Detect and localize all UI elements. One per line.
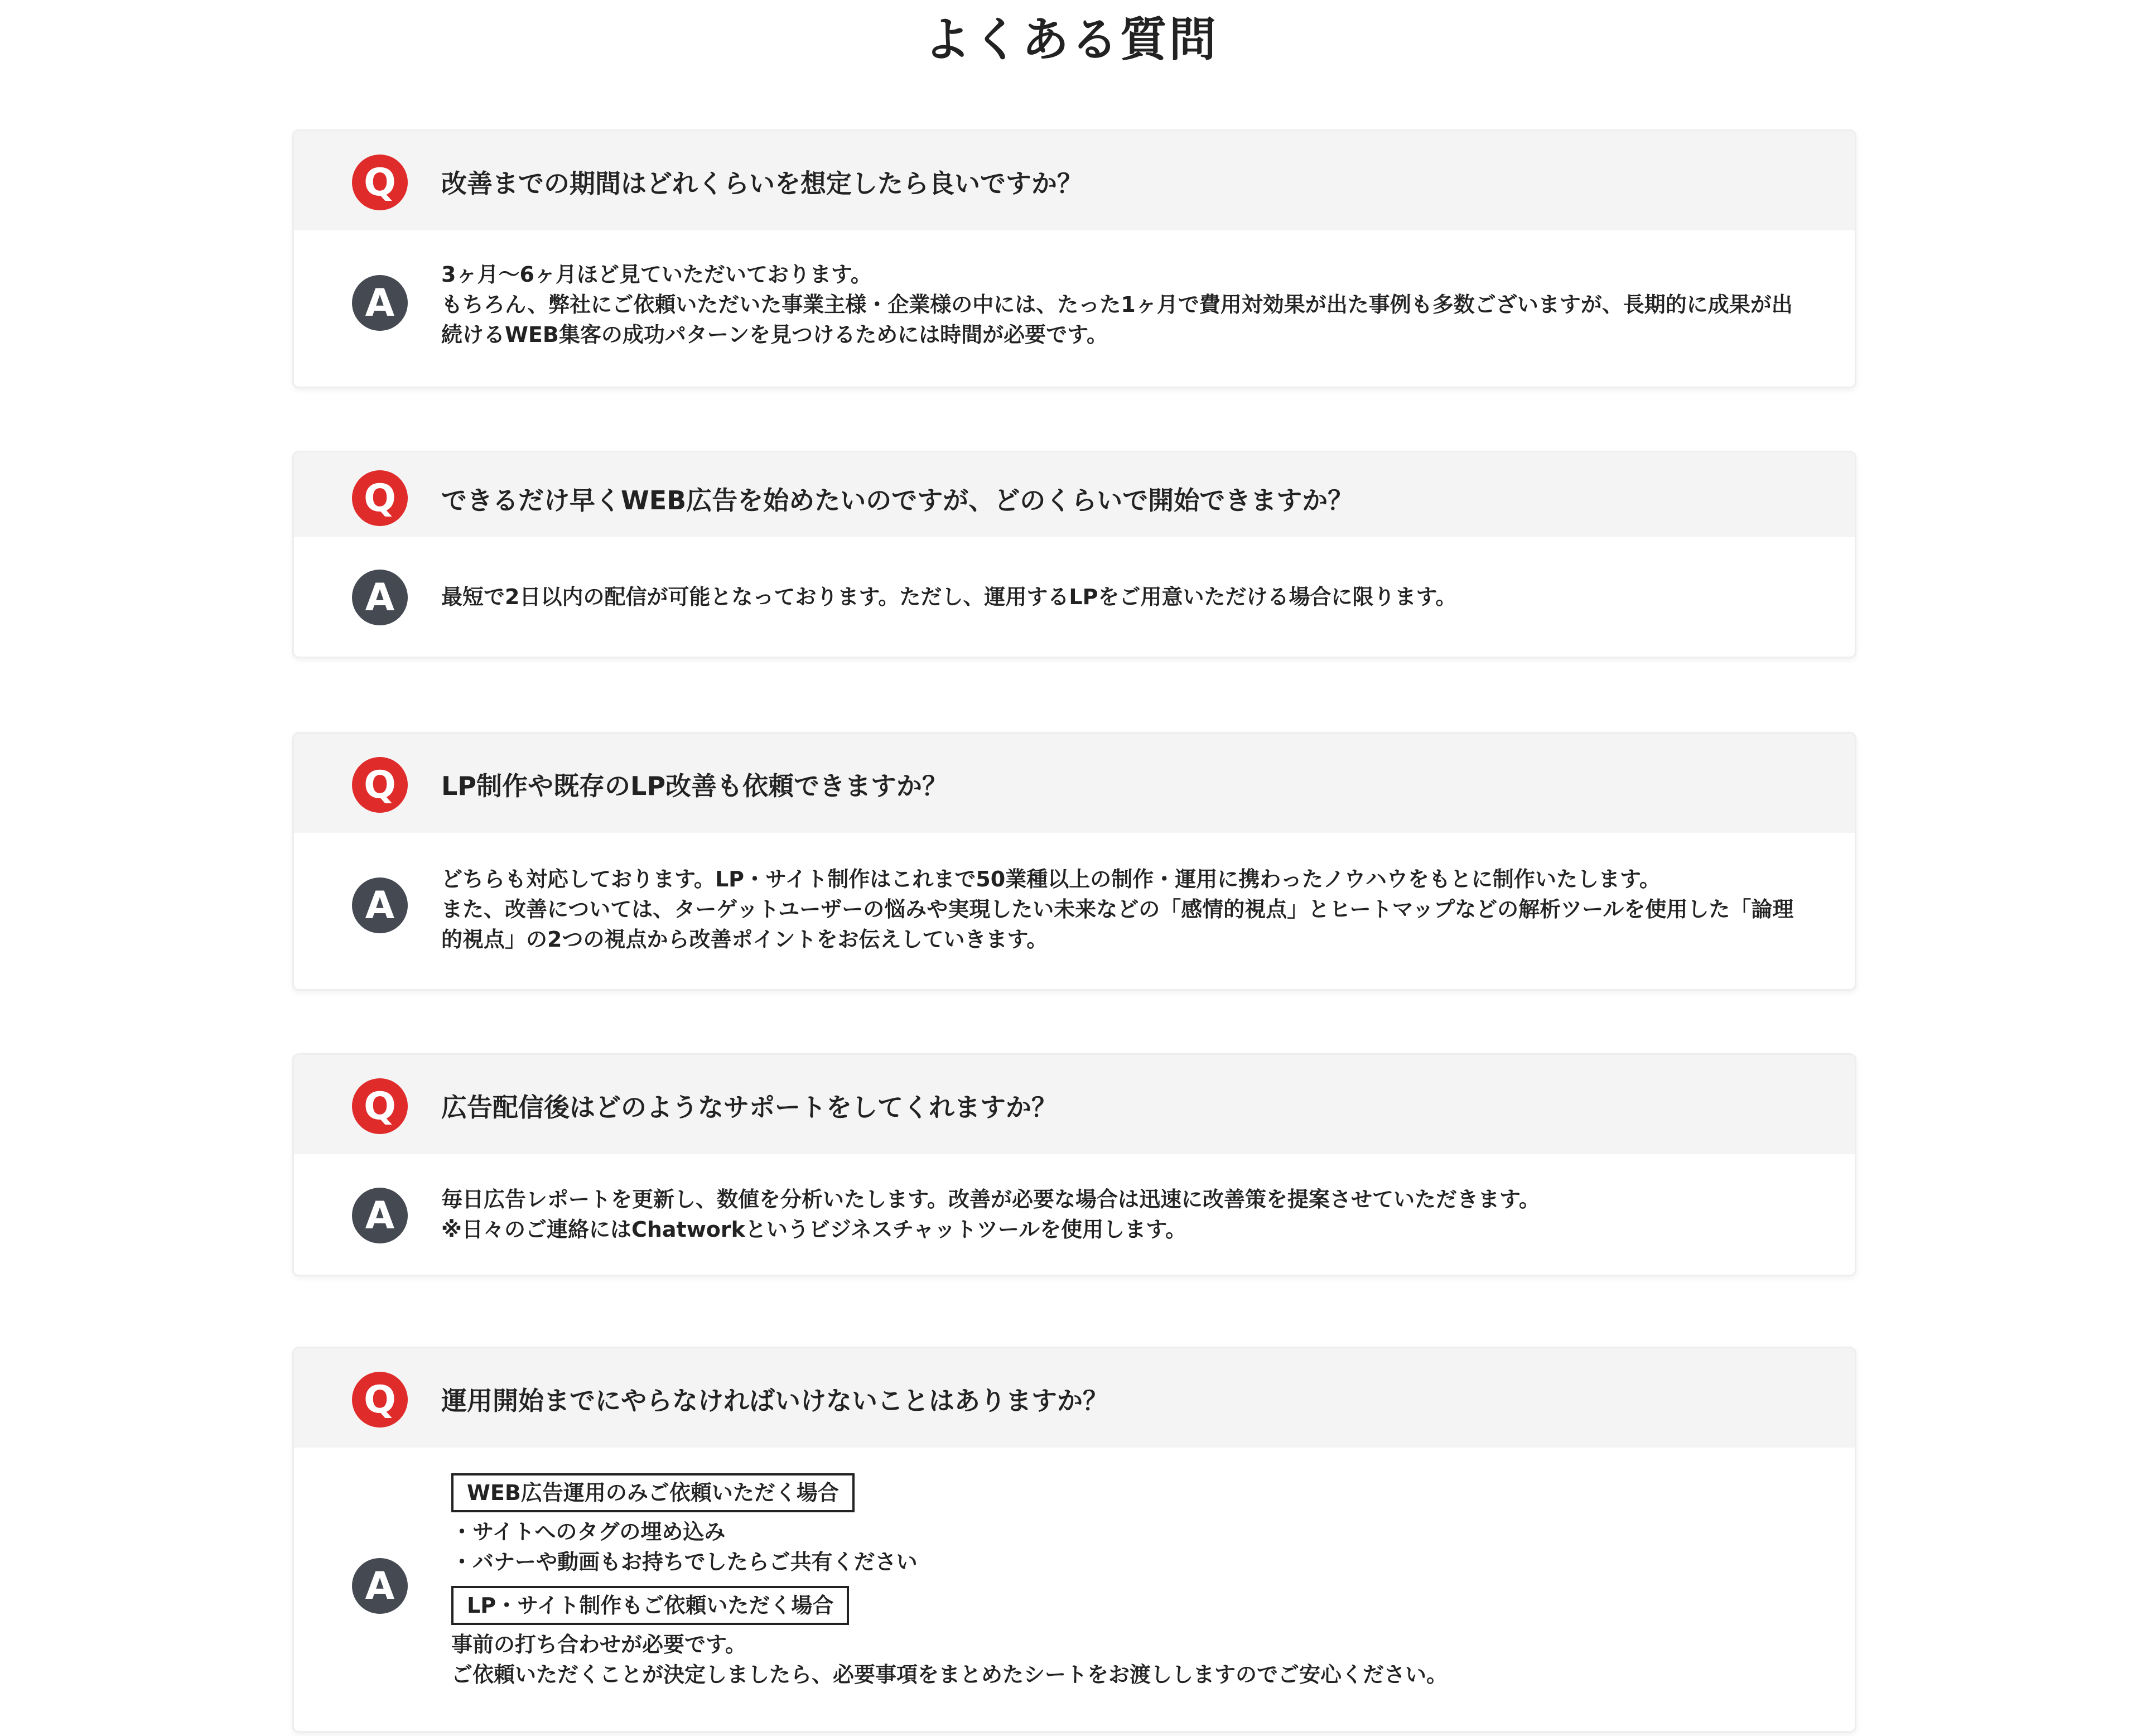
answer-text — [441, 864, 1799, 954]
faq-answer — [294, 833, 1855, 989]
answer-line: ご依頼いただくことが決定しましたら、必要事項をまとめたシートをお渡ししますのでご安心ください。 — [451, 1662, 1448, 1687]
answer-text — [441, 1184, 1799, 1245]
faq-answer — [294, 1448, 1855, 1731]
q-badge-icon: Q — [352, 757, 408, 813]
a-badge-icon: A — [352, 877, 408, 933]
answer-line: もちろん、弊社にご依頼いただいた事業主様・企業様の中には、たった1ヶ月で費用対効果が出た事例も多数ございますが、長期的に成果が出続けるWEB集客の成功パターンを見つけるためには時間が必要です。 — [441, 292, 1793, 347]
question-text: 広告配信後はどのようなサポートをしてくれますか？ — [441, 1092, 1057, 1122]
q-badge-icon: Q — [352, 1078, 408, 1134]
faq-answer — [294, 537, 1855, 657]
faq-item — [292, 451, 1856, 658]
answer-line: 事前の打ち合わせが必要です。 — [451, 1632, 746, 1657]
q-badge-icon: Q — [352, 1372, 408, 1428]
answer-line: ※日々のご連絡にはChatworkというビジネスチャットツールを使用します。 — [441, 1217, 1187, 1242]
page-title: よくある質問 — [923, 12, 1218, 67]
answer-text — [451, 1473, 1799, 1690]
faq-answer — [294, 230, 1855, 387]
answer-line: どちらも対応しております。LP・サイト制作はこれまで50業種以上の制作・運用に携わったノウハウをもとに制作いたします。 — [441, 867, 1661, 891]
q-badge-icon: Q — [352, 470, 408, 526]
answer-line: 毎日広告レポートを更新し、数値を分析いたします。改善が必要な場合は迅速に改善策を提案させていただきます。 — [441, 1187, 1540, 1212]
answer-line: ・サイトへのタグの埋め込み — [451, 1520, 726, 1544]
faq-question[interactable] — [294, 734, 1855, 833]
faq-item — [292, 732, 1856, 991]
question-text: LP制作や既存のLP改善も依頼できますか？ — [441, 771, 948, 801]
q-badge-icon: Q — [352, 155, 408, 210]
answer-line: 最短で2日以内の配信が可能となっております。ただし、運用するLPをご用意いただける場合に限ります。 — [441, 585, 1457, 609]
faq-question[interactable] — [294, 131, 1855, 230]
answer-text — [441, 259, 1799, 350]
a-badge-icon: A — [352, 275, 408, 331]
lp-case-label: LP・サイト制作もご依頼いただく場合 — [451, 1586, 849, 1625]
question-text: 運用開始までにやらなければいけないことはありますか？ — [441, 1386, 1108, 1416]
faq-item — [292, 1053, 1856, 1276]
answer-text — [441, 582, 1799, 612]
faq-question[interactable] — [294, 452, 1855, 537]
answer-line: 3ヶ月〜6ヶ月ほど見ていただいております。 — [441, 262, 872, 287]
question-text: 改善までの期間はどれくらいを想定したら良いですか？ — [441, 168, 1083, 199]
faq-item — [292, 1347, 1856, 1733]
answer-line: また、改善については、ターゲットユーザーの悩みや実現したい未来などの「感情的視点」とヒートマップなどの解析ツールを使用した「論理的視点」の2つの視点から改善ポイントをお伝えしていきます。 — [441, 897, 1794, 952]
question-text: できるだけ早くWEB広告を始めたいのですが、どのくらいで開始できますか？ — [441, 485, 1354, 515]
faq-item — [292, 129, 1856, 388]
faq-question[interactable] — [294, 1348, 1855, 1448]
a-badge-icon: A — [352, 1558, 408, 1614]
a-badge-icon: A — [352, 1188, 408, 1243]
faq-question[interactable] — [294, 1055, 1855, 1154]
web-case-label: WEB広告運用のみご依頼いただく場合 — [451, 1473, 855, 1512]
faq-answer — [294, 1154, 1855, 1275]
a-badge-icon: A — [352, 570, 408, 625]
answer-line: ・バナーや動画もお持ちでしたらご共有ください — [451, 1550, 918, 1574]
